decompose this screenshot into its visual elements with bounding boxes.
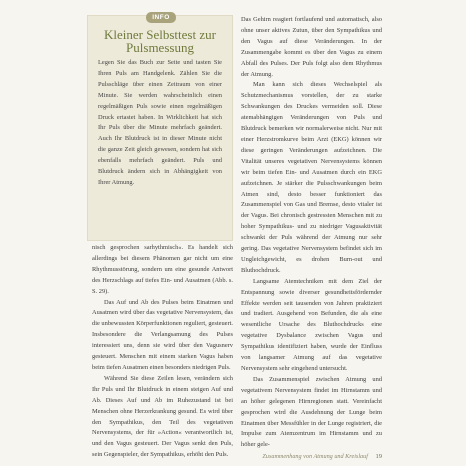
right-column xyxy=(241,15,382,451)
info-box xyxy=(87,15,233,241)
running-title: Zusammenhang von Atmung und Kreislauf xyxy=(262,453,368,460)
page-footer xyxy=(200,453,382,460)
page-number: 19 xyxy=(375,453,382,460)
left-column xyxy=(92,243,233,461)
paragraph: Das Auf und Ab des Pulses beim Einatmen und Ausatmen wird über das vegetative Nervensystem, das die unbewussten Körperfunktionen reguliert, gesteuert. Insbesondere die Verlangsamung des Pulses interessiert uns, denn sie wird über den Vagusnerv gesteuert. Menschen mit einem starken Vagus haben beim tiefen Ausatmen einen besonders niedrigen Puls. xyxy=(92,298,233,371)
paragraph: Man kann sich dieses Wechselspiel als Schutzmechanismus vorstellen, der zu starke Schwankungen des Druckes vermeiden soll. Diese atemabhängigen Veränderungen von Puls und Blutdruck bemerken wir normalerweise nicht. Nur mit einer Herzstromkurve beim Arzt (EKG) können wir diese geringen Veränderungen aufzeichnen. Die Vitalität unseres vegetativen Nervensystems können wir beim tiefen Ein- und Ausatmen durch ein EKG aufzeichnen. Je stärker die Pulsschwankungen beim Atmen sind, desto besser funktioniert das Zusammenspiel von Gas und Bremse, desto vitaler ist der Vagus. Bei chronisch gestressten Menschen mit zu hoher Sympathikus- und zu niedriger Vagusaktivität schwankt der Puls während der Atmung nur sehr gering. Das vegetative Nervensystem befindet sich im Ungleichgewicht, es drohen Burn-out und Bluthochdruck. xyxy=(241,81,382,274)
paragraph: nisch gesprochen sarhythmisch«. Es handelt sich allerdings bei diesem Phänomen gar nicht um eine Rhythmusstörung, sondern um eine gesunde Antwort des Herzschlags auf tiefes Ein- und Ausatmen (Abb. s. S. 29). xyxy=(92,244,233,295)
paragraph: Während Sie diese Zeilen lesen, verändern sich Ihr Puls und Ihr Blutdruck in einem steigen Auf und Ab. Dieses Auf und Ab im Ruhezustand ist bei Menschen ohne Herzerkrankung gesund. Es wird über den Sympathikus, den Teil des vegetativen Nervensystems, der für »Action« verantwortlich ist, und den Vagus gesteuert. Der Vagus senkt den Puls, sein Gegenspieler, der Sympathikus, erhöht den Puls. xyxy=(92,374,233,459)
paragraph: Das Gehirn reagiert fortlaufend und automatisch, also ohne unser aktives Zutun, über den Sympathikus und den Vagus auf diese Veränderungen. In der Zusammengabe kommt es über den Vagus zu einem Abfall des Pulses. Der Puls folgt also dem Rhythmus der Atmung. xyxy=(241,16,382,78)
info-box-title: Kleiner Selbsttest zur Pulsmessung xyxy=(104,27,216,55)
info-box-text: Legen Sie das Buch zur Seite und tasten Sie Ihren Puls am Handgelenk. Zählen Sie die Pulsschläge über einen Zeitraum von einer Minute. Sie werden wahrscheinlich einen regelmäßigen Puls sowie einen regelmäßigen Druck ertastet haben. In Wirklichkeit hat sich Ihr Puls über die Minute mehrfach geändert. Auch Ihr Blutdruck ist in dieser Minute nicht die ganze Zeit gleich gewesen, sondern hat sich ebenfalls mehrfach geändert. Puls und Blutdruck ändern sich in Abhängigkeit von Ihrer Atmung. xyxy=(98,59,222,186)
paragraph: Langsame Atemtechniken mit dem Ziel der Entspannung sowie diverser gesundheitsfördernder Effekte werden seit tausenden von Jahren praktiziert und tradiert. Ausgehend von Befunden, die als eine wesentliche Ursache des Bluthochdrucks eine vegetative Dysbalance zwischen Vagus und Sympathikus identifiziert haben, wurde der Einfluss von langsamer Atmung auf das vegetative Nervensystem sehr eingehend untersucht. xyxy=(241,277,382,372)
paragraph: Das Zusammenspiel zwischen Atmung und vegetativem Nervensystem findet im Hirnstamm und an höher gelegenen Hirnregionen statt. Vereinfacht gesprochen wird die Ausdehnung der Lunge beim Einatmen über Messfühler in der Lunge registriert, die Impulse zum Atemzentrum im Hirnstamm und zu höher gele- xyxy=(241,375,382,449)
info-badge: INFO xyxy=(146,12,176,23)
